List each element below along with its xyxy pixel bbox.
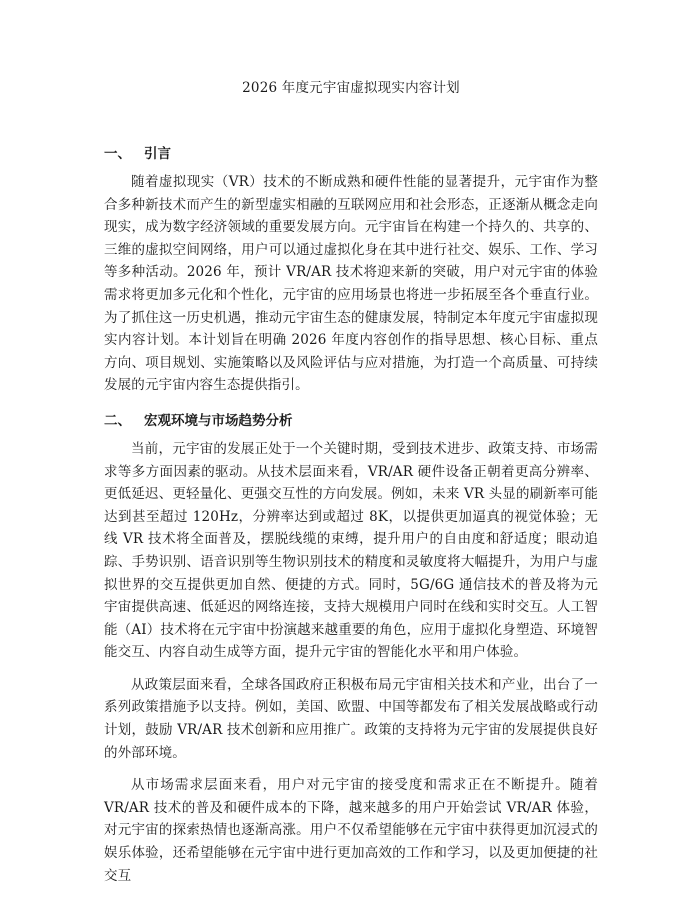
section-title: 宏观环境与市场趋势分析 bbox=[144, 412, 293, 429]
section-title: 引言 bbox=[144, 146, 171, 162]
section-number: 一、 bbox=[104, 146, 131, 162]
section-introduction bbox=[104, 143, 598, 397]
section-heading bbox=[104, 143, 598, 165]
section-market-analysis bbox=[104, 410, 598, 887]
section-number: 二、 bbox=[104, 412, 131, 429]
paragraph: 随着虚拟现实（VR）技术的不断成熟和硬件性能的显著提升，元宇宙作为整合多种新技术而产生的新型虚实相融的互联网应用和社会形态，正逐渐从概念走向现实，成为数字经济领域的重要发展方向。元宇宙旨在构建一个持久的、共享的、三维的虚拟空间网络，用户可以通过虚拟化身在其中进行社交、娱乐、工作、学习等多种活动。2026 年，预计 VR/AR 技术将迎来新的突破，用户对元宇宙的体验需求将更加多元化和个性化，元宇宙的应用场景也将进一步拓展至各个垂直行业。为了抓住这一历史机遇，推动元宇宙生态的健康发展，特制定本年度元宇宙虚拟现实内容计划。本计划旨在明确 2026 年度内容创作的指导思想、核心目标、重点方向、项目规划、实施策略以及风险评估与应对措施，为打造一个高质量、可持续发展的元宇宙内容生态提供指引。 bbox=[104, 174, 598, 394]
paragraph: 从市场需求层面来看，用户对元宇宙的接受度和需求正在不断提升。随着 VR/AR 技术的普及和硬件成本的下降，越来越多的用户开始尝试 VR/AR 体验，对元宇宙的探索热情也逐渐高涨。用户不仅希望能够在元宇宙中获得更加沉浸式的娱乐体验，还希望能够在元宇宙中进行更加高效的工作和学习，以及更加便捷的社交互 bbox=[104, 777, 598, 884]
paragraph: 从政策层面来看，全球各国政府正积极布局元宇宙相关技术和产业，出台了一系列政策措施予以支持。例如，美国、欧盟、中国等都发布了相关发展战略或行动计划，鼓励 VR/AR 技术创新和应用推广。政策的支持将为元宇宙的发展提供良好的外部环境。 bbox=[104, 676, 598, 761]
paragraph: 当前，元宇宙的发展正处于一个关键时期，受到技术进步、政策支持、市场需求等多方面因素的驱动。从技术层面来看，VR/AR 硬件设备正朝着更高分辨率、更低延迟、更轻量化、更强交互性的方向发展。例如，未来 VR 头显的刷新率可能达到甚至超过 120Hz，分辨率达到或超过 8K，以提供更加逼真的视觉体验；无线 VR 技术将全面普及，摆脱线缆的束缚，提升用户的自由度和舒适度；眼动追踪、手势识别、语音识别等生物识别技术的精度和灵敏度将大幅提升，为用户与虚拟世界的交互提供更加自然、便捷的方式。同时，5G/6G 通信技术的普及将为元宇宙提供高速、低延迟的网络连接，支持大规模用户同时在线和实时交互。人工智能（AI）技术将在元宇宙中扮演越来越重要的角色，应用于虚拟化身塑造、环境智能交互、内容自动生成等方面，提升元宇宙的智能化水平和用户体验。 bbox=[104, 440, 598, 661]
document-title: 2026 年度元宇宙虚拟现实内容计划 bbox=[242, 80, 460, 96]
section-heading bbox=[104, 410, 598, 432]
